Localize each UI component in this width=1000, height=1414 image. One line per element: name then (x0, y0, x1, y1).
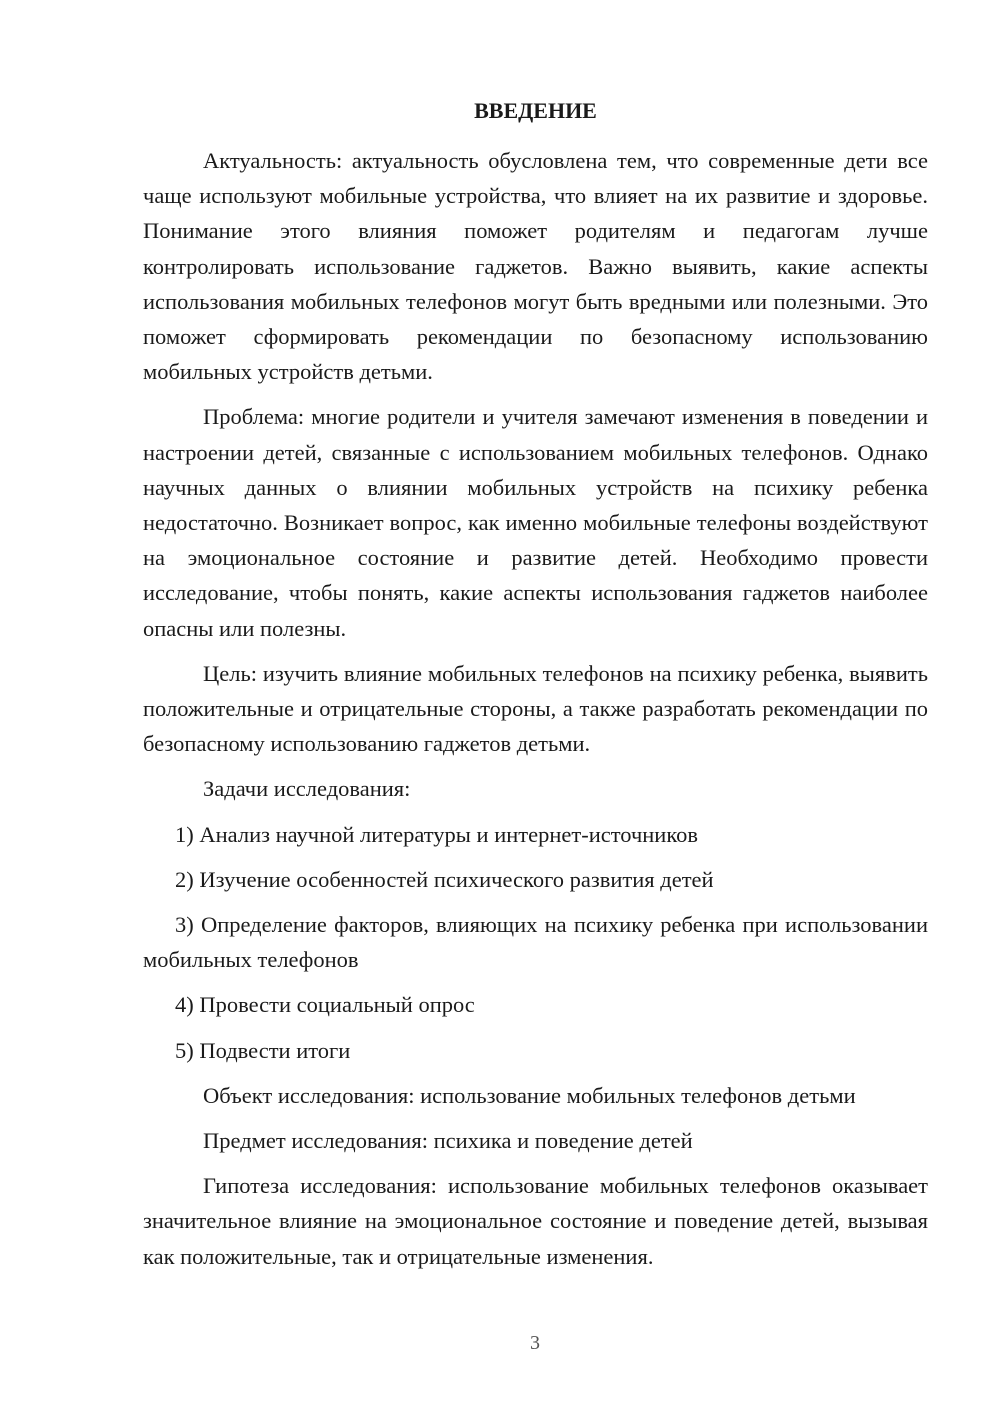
paragraph-subject: Предмет исследования: психика и поведение детей (203, 1128, 693, 1154)
paragraph-goal: Цель: изучить влияние мобильных телефонов на психику ребенка, выявить положительные и отрицательные стороны, а также разработать рекомендации по безопасному использованию гаджетов детьми. (143, 660, 928, 757)
task-item-5: 5) Подвести итоги (175, 1037, 351, 1063)
document-body (143, 143, 928, 1274)
paragraph-problem: Проблема: многие родители и учителя замечают изменения в поведении и настроении детей, связанные с использованием мобильных телефонов. Однако научных данных о влиянии мобильных устройств на психику ребенка недостаточно. Возникает вопрос, как именно мобильные телефоны воздействуют на эмоциональное состояние и развитие детей. Необходимо провести исследование, чтобы понять, какие аспекты использования гаджетов наиболее опасны или полезны. (143, 404, 928, 641)
paragraph-hypothesis: Гипотеза исследования: использование мобильных телефонов оказывает значительное влияние на эмоциональное состояние и поведение детей, вызывая как положительные, так и отрицательные изменения. (143, 1173, 928, 1269)
paragraph-relevance: Актуальность: актуальность обусловлена тем, что современные дети все чаще используют мобильные устройства, что влияет на их развитие и здоровье. Понимание этого влияния поможет родителям и педагогам лучше контролировать использование гаджетов. Важно выявить, какие аспекты использования мобильных телефонов могут быть вредными или полезными. Это поможет сформировать рекомендации по безопасному использованию мобильных устройств детьми. (143, 148, 928, 385)
paragraph-object: Объект исследования: использование мобильных телефонов детьми (203, 1082, 856, 1108)
task-item-3: 3) Определение факторов, влияющих на психику ребенка при использовании мобильных телефонов (143, 912, 928, 973)
page-number: 3 (530, 1332, 540, 1354)
task-item-4: 4) Провести социальный опрос (175, 992, 475, 1018)
section-title: ВВЕДЕНИЕ (474, 98, 597, 123)
paragraph-tasks-heading: Задачи исследования: (203, 776, 411, 802)
task-item-2: 2) Изучение особенностей психического развития детей (175, 866, 714, 892)
task-item-1: 1) Анализ научной литературы и интернет-источников (175, 821, 699, 847)
